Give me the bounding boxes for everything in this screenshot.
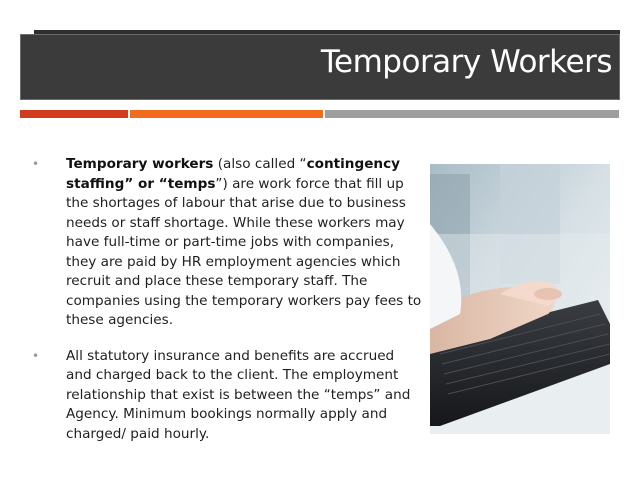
bullet-text bbox=[66, 155, 422, 331]
accent-bar-red bbox=[20, 110, 128, 118]
text-segment: ”) are work force that fill up the shortages of labour that arise due to business needs or staff shortage. While these workers may have full-time or part-time jobs with companies, they are paid by HR employment agencies which recruit and place these temporary staff. The companies using the temporary workers pay fees to these agencies. bbox=[66, 175, 422, 328]
bullet-dot-icon: • bbox=[32, 157, 40, 171]
bullet-dot-icon: • bbox=[32, 348, 40, 363]
bullet-list bbox=[32, 155, 422, 460]
keyboard-photo bbox=[430, 164, 610, 434]
bullet-text: All statutory insurance and benefits are accrued and charged back to the client. The employment relationship that exist is between the “temps” and Agency. Minimum bookings normally apply and charged/ paid hourly. bbox=[66, 347, 411, 442]
bullet-item bbox=[32, 155, 422, 331]
accent-bar-orange bbox=[130, 110, 323, 118]
bullet-item bbox=[32, 347, 422, 445]
bold-term: Temporary workers bbox=[66, 156, 214, 172]
accent-bar-gray bbox=[325, 110, 619, 118]
bold-term: contingency staffing” or “temps bbox=[66, 156, 401, 192]
slide-title: Temporary Workers bbox=[320, 44, 612, 80]
text-segment: (also called “ bbox=[213, 156, 307, 172]
